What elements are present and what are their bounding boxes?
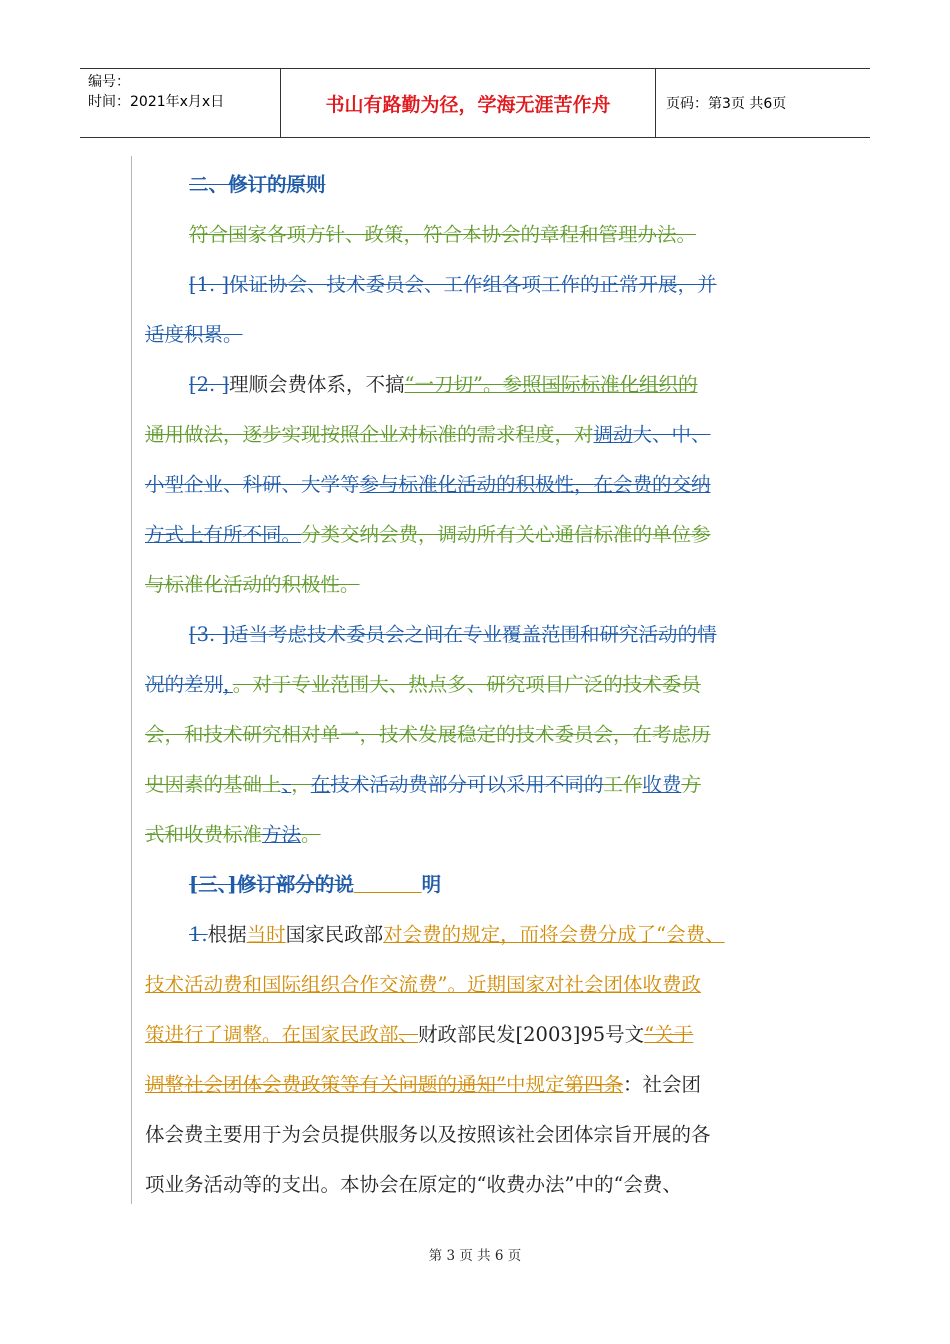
- document-body: [145, 160, 835, 1210]
- deleted-text: 。: [301, 823, 321, 846]
- deleted-text: 通用做法，逐步实现按照企业对标准的需求程度，对: [145, 423, 594, 446]
- revision-margin-line: [131, 156, 132, 1204]
- paragraph-line: [145, 260, 835, 310]
- deleted-text: “关于: [644, 1023, 694, 1046]
- paragraph-line: [145, 660, 835, 710]
- deleted-text: 分类交纳会费，调动所有关心通信标准的单位参: [301, 523, 711, 546]
- deleted-text: 适度积累。: [145, 323, 243, 346]
- inserted-text: ，: [223, 673, 233, 696]
- paragraph-line: [145, 910, 835, 960]
- paragraph-line: [145, 460, 835, 510]
- inserted-text: 方法: [262, 823, 302, 846]
- paragraph-line: [145, 410, 835, 460]
- deleted-text: 况的: [145, 673, 185, 696]
- inserted-text: 收费: [642, 773, 682, 796]
- paragraph-line: [145, 760, 835, 810]
- inserted-text: 技术活动费和国际组织合作交流费”。近期国家对社会团体收费政: [145, 973, 701, 996]
- inserted-text: 方式上有所不同。: [145, 523, 302, 546]
- inserted-text: 调动: [593, 423, 633, 446]
- deleted-text: 式和收费标准: [145, 823, 263, 846]
- list-marker: [三、]: [189, 873, 237, 896]
- inserted-text: 策进行了调整。在国家民政部: [145, 1023, 399, 1046]
- deleted-text: 第四条: [564, 1073, 624, 1096]
- inserted-text: 中规定: [505, 1073, 565, 1096]
- paragraph-line: [145, 1010, 835, 1060]
- inserted-text: 、: [281, 773, 292, 796]
- deleted-text: 。对于专业范围大、热点多、研究项目广泛的技术委员: [232, 673, 701, 696]
- body-text: 理顺会费体系，不搞: [229, 373, 405, 396]
- deleted-text: 方: [681, 773, 701, 796]
- body-text: 体会费主要用于为会员提供服务以及按照该社会团体宗旨开展的各: [145, 1123, 711, 1146]
- number-label: 编号：: [88, 74, 130, 90]
- deleted-text: “一刀切”。参照国际标准化组织的: [404, 373, 698, 396]
- deleted-text: 技术活动费部分可以采用不同的: [330, 773, 604, 796]
- deleted-text: 适当考虑技术委员会之间在专业覆盖范围和研究活动的情: [229, 623, 717, 646]
- body-text: 根据: [207, 923, 247, 946]
- inserted-text: 对会费的规定，而将会费分成了“会费、: [383, 923, 725, 946]
- paragraph-line: [145, 710, 835, 760]
- header-meta: [80, 69, 280, 137]
- paragraph-line: [145, 310, 835, 360]
- list-marker: [2. ]: [189, 373, 230, 396]
- deleted-text: 与标准化活动的积极性。: [145, 573, 360, 596]
- header-table: [80, 68, 870, 138]
- deleted-text: 大、中、: [632, 423, 711, 446]
- deleted-text: 史因素的基础上: [145, 773, 282, 796]
- paragraph-line: [145, 510, 835, 560]
- paragraph-line: [145, 610, 835, 660]
- deleted-text: 会，和技术研究相对单一，技术发展稳定的技术委员会，在考虑历: [145, 723, 711, 746]
- paragraph-line: [145, 1160, 835, 1210]
- paragraph-line: [145, 1060, 835, 1110]
- time-label: 时间：2021年x月x日: [88, 94, 225, 110]
- deleted-text: 差别: [184, 673, 224, 696]
- deleted-text: 小型企业、科研、大学等: [145, 473, 360, 496]
- deleted-text: 、: [398, 1023, 419, 1046]
- inserted-text: 当时: [246, 923, 286, 946]
- paragraph-line: [145, 360, 835, 410]
- inserted-text: 在: [310, 773, 331, 796]
- deleted-text: 调整社会团体会费政策等有关问题的通知”: [145, 1073, 506, 1096]
- inserted-text: [354, 873, 422, 896]
- paragraph-line: [145, 210, 835, 260]
- list-marker: [1. ]: [189, 273, 230, 296]
- deleted-text: 工作: [603, 773, 643, 796]
- paragraph-line: [145, 560, 835, 610]
- deleted-text: 符合国家各项方针、政策，符合本协会的章程和管理办法。: [189, 223, 697, 246]
- page-footer: 第 3 页 共 6 页: [428, 1248, 522, 1264]
- header-page-info: 页码：第3页 共6页: [666, 96, 787, 112]
- paragraph-line: [145, 960, 835, 1010]
- body-text: 国家民政部: [285, 923, 384, 946]
- list-marker: [3. ]: [189, 623, 230, 646]
- paragraph-line: [145, 1110, 835, 1160]
- body-text: ：社会团: [623, 1073, 702, 1096]
- body-text: 项业务活动等的支出。本协会在原定的“收费办法”中的“会费、: [145, 1173, 682, 1196]
- inserted-text: 参与标准化活动的积极性，在会费的交纳: [359, 473, 711, 496]
- heading-text: 明: [421, 873, 442, 896]
- heading-text: 二、修订的原则: [189, 173, 326, 196]
- list-marker: 1.: [189, 923, 208, 946]
- deleted-text: ，: [291, 773, 311, 796]
- body-text: 财政部民发[2003]95号文: [418, 1023, 645, 1046]
- paragraph-line: [145, 810, 835, 860]
- heading-text: 修订部分的说: [236, 873, 354, 896]
- header-motto: 书山有路勤为径，学海无涯苦作舟: [280, 69, 656, 137]
- section-heading-explanation: [145, 860, 835, 910]
- deleted-text: 保证协会、技术委员会、工作组各项工作的正常开展，并: [229, 273, 717, 296]
- section-heading-principles: [145, 160, 835, 210]
